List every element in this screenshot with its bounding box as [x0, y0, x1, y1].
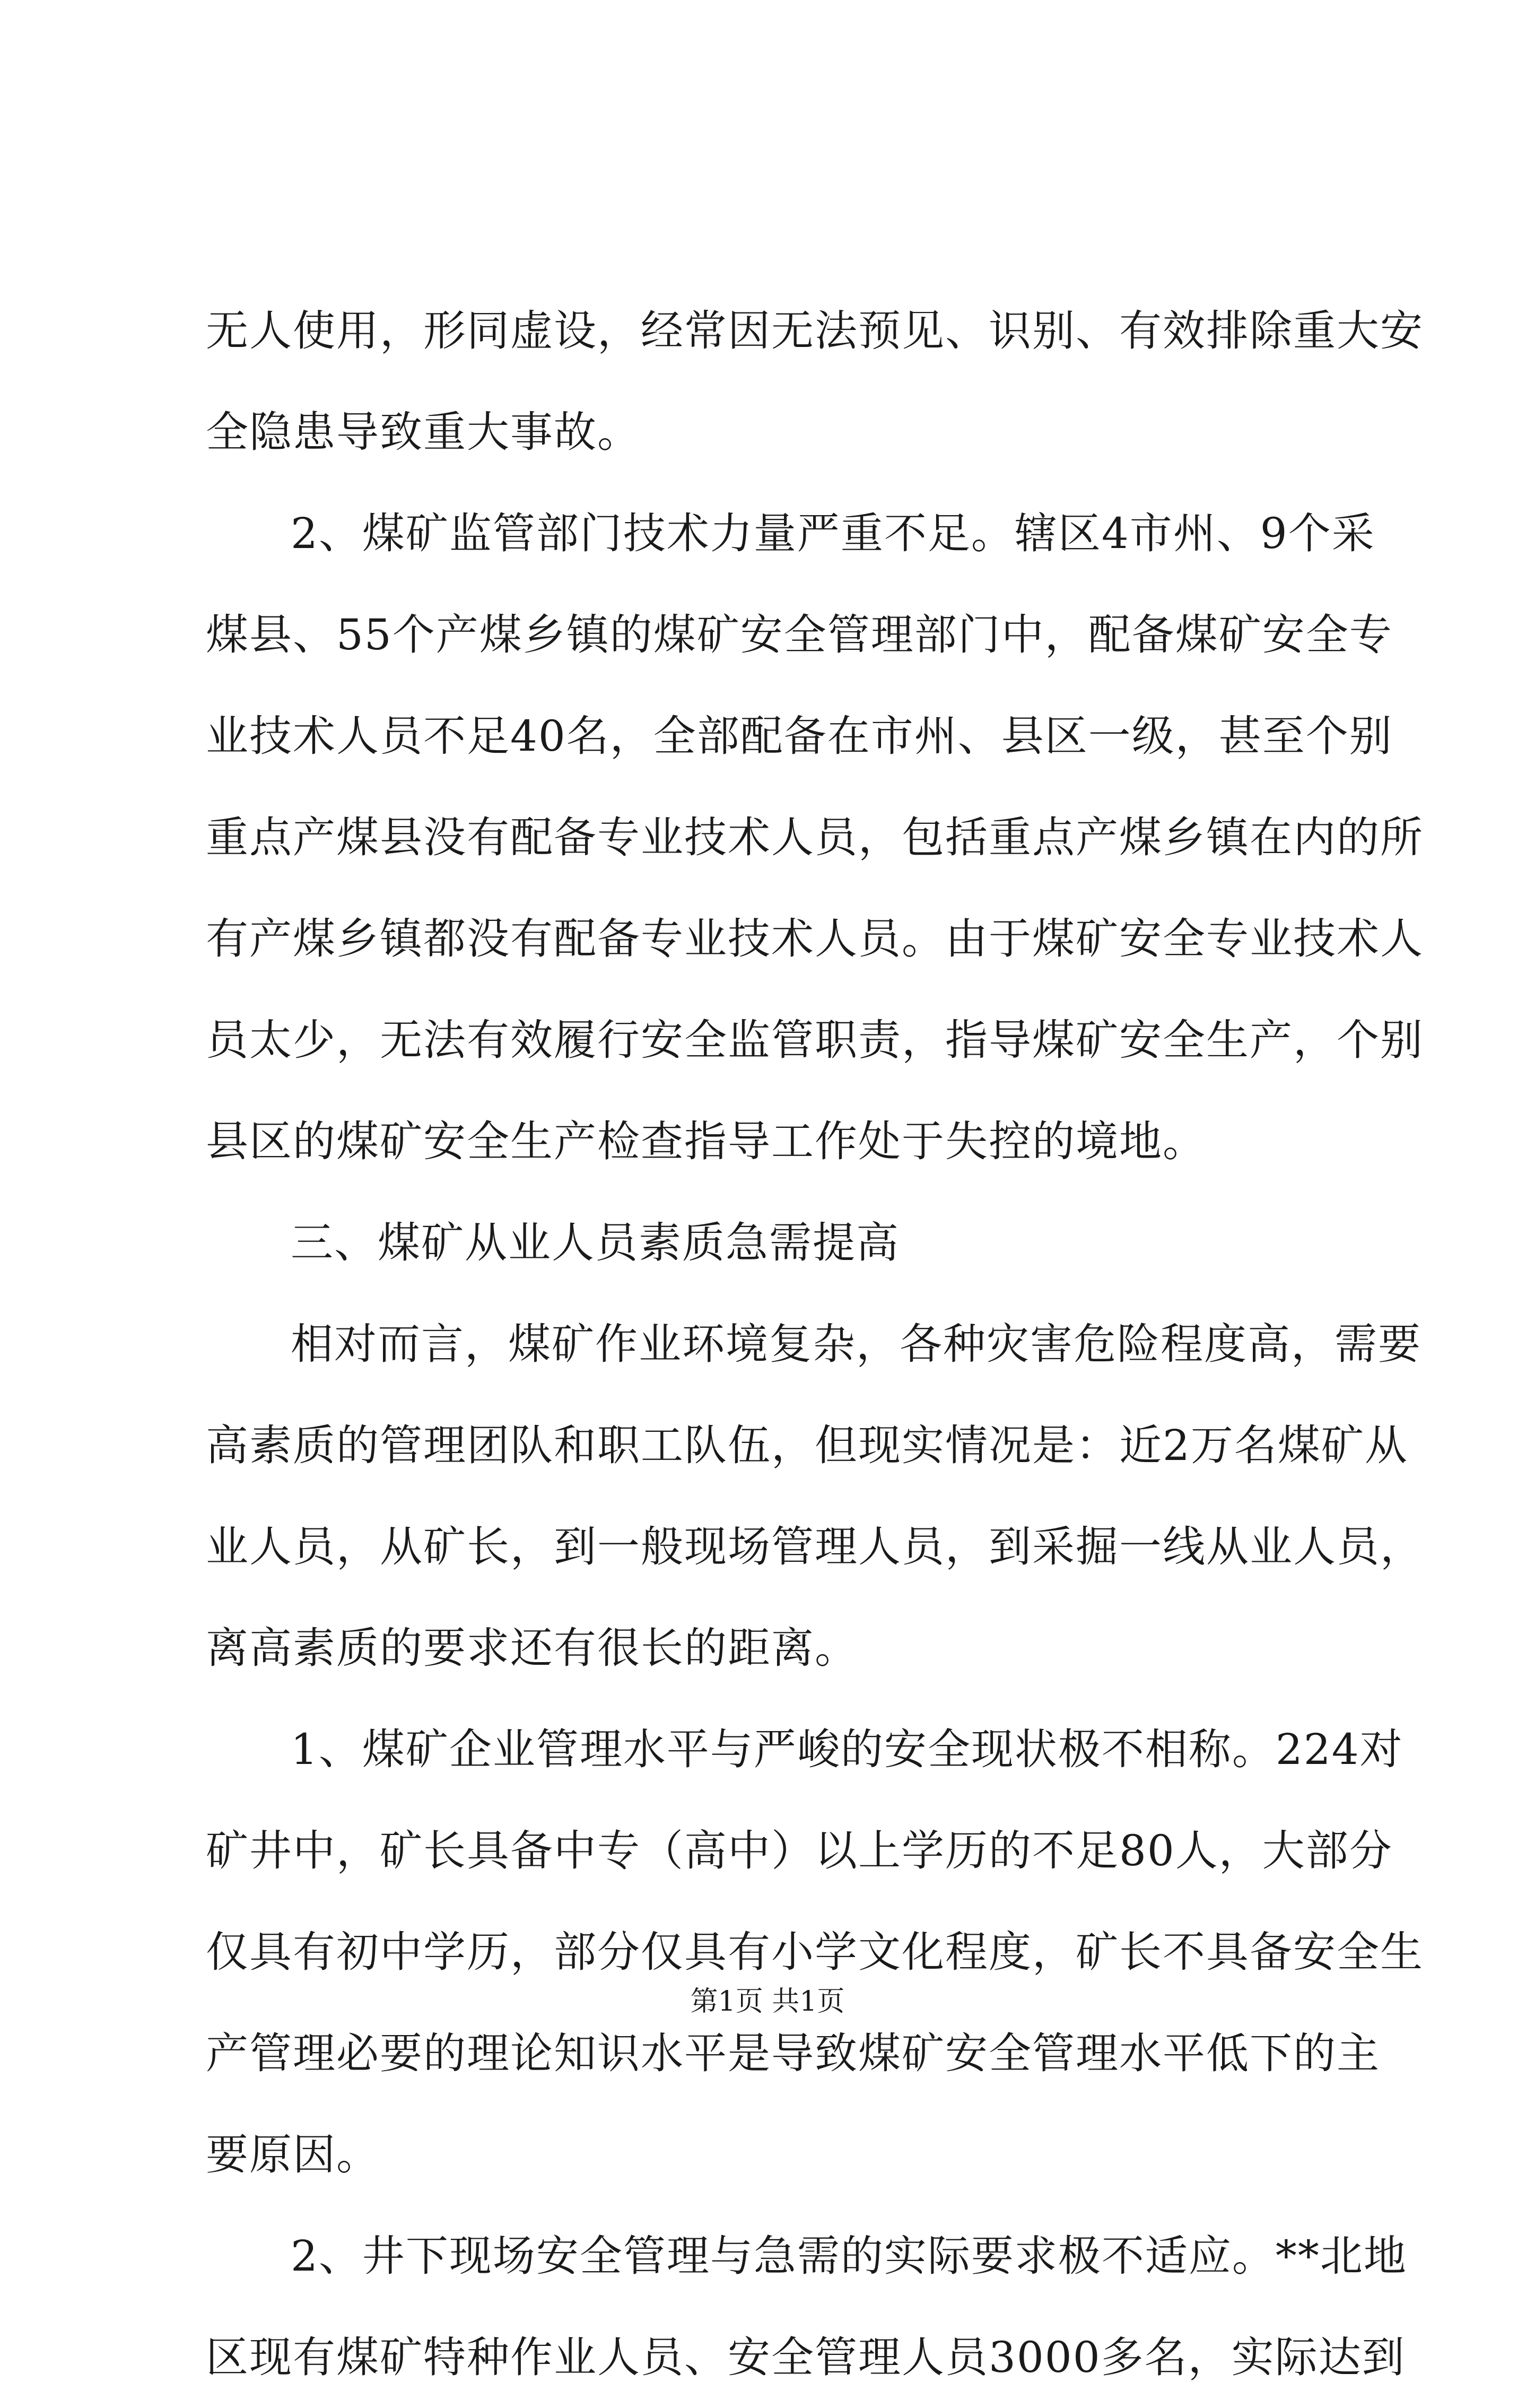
text-line: 仅具有初中学历，部分仅具有小学文化程度，矿长不具备安全生 [206, 1927, 1424, 1977]
text-line: 产管理必要的理论知识水平是导致煤矿安全管理水平低下的主 [206, 2029, 1380, 2078]
text-line: 无人使用，形同虚设，经常因无法预见、识别、有效排除重大安 [206, 306, 1424, 355]
text-line: 离高素质的要求还有很长的距离。 [206, 1623, 858, 1673]
text-line: 2、煤矿监管部门技术力量严重不足。辖区4市州、9个采 [291, 509, 1375, 558]
text-line: 要原因。 [206, 2130, 380, 2179]
text-line: 煤县、55个产煤乡镇的煤矿安全管理部门中，配备煤矿安全专 [206, 610, 1393, 659]
text-line: 业人员，从矿长，到一般现场管理人员，到采掘一线从业人员， [206, 1522, 1424, 1571]
text-line: 县区的煤矿安全生产检查指导工作处于失控的境地。 [206, 1117, 1206, 1166]
text-line: 有产煤乡镇都没有配备专业技术人员。由于煤矿安全专业技术人 [206, 914, 1424, 963]
text-line: 区现有煤矿特种作业人员、安全管理人员3000多名，实际达到 [206, 2333, 1406, 2382]
text-line: 全隐患导致重大事故。 [206, 407, 641, 457]
text-line: 1、煤矿企业管理水平与严峻的安全现状极不相称。224对 [291, 1725, 1403, 1774]
text-line: 业技术人员不足40名，全部配备在市州、县区一级，甚至个别 [206, 711, 1393, 761]
page-footer: 第1页 共1页 [690, 1986, 845, 2018]
body-text [206, 280, 1424, 2408]
text-line: 矿井中，矿长具备中专（高中）以上学历的不足80人，大部分 [206, 1826, 1393, 1875]
section-heading: 三、煤矿从业人员素质急需提高 [291, 1218, 900, 1267]
text-line: 重点产煤县没有配备专业技术人员，包括重点产煤乡镇在内的所 [206, 813, 1424, 862]
text-line: 相对而言，煤矿作业环境复杂，各种灾害危险程度高，需要 [291, 1319, 1421, 1369]
text-line: 2、井下现场安全管理与急需的实际要求极不适应。**北地 [291, 2231, 1407, 2281]
text-line: 员太少，无法有效履行安全监管职责，指导煤矿安全生产，个别 [206, 1015, 1424, 1065]
text-line: 高素质的管理团队和职工队伍，但现实情况是：近2万名煤矿从 [206, 1421, 1408, 1470]
